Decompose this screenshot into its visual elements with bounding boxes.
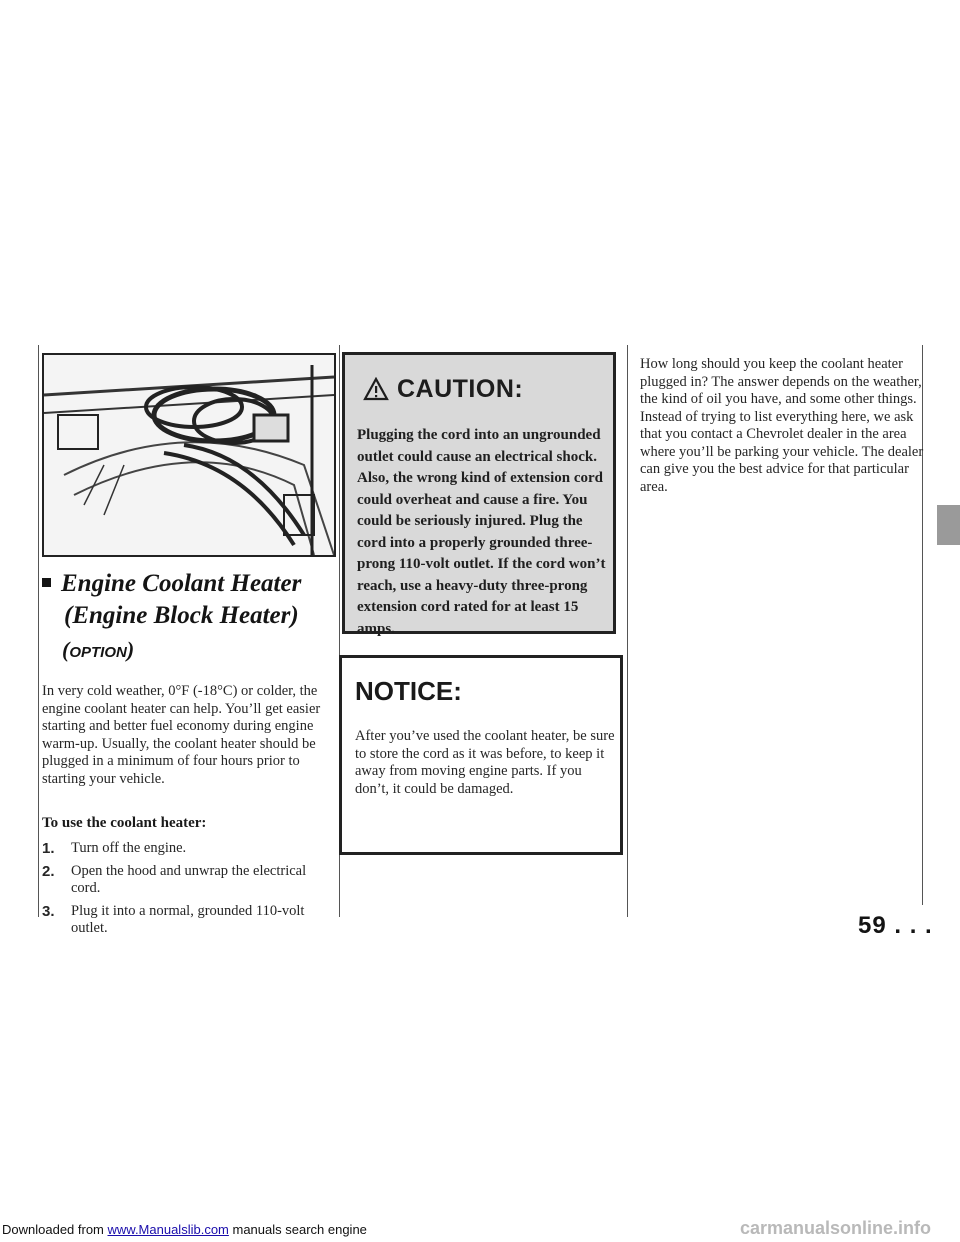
caution-box [342, 352, 616, 637]
section-title [42, 568, 342, 632]
notice-heading: NOTICE: [355, 676, 462, 706]
footer-prefix: Downloaded from [2, 1222, 108, 1237]
warning-triangle-icon [363, 377, 389, 408]
page-number: 59 . . . [858, 912, 933, 939]
step-number: 3. [42, 902, 55, 920]
right-column-paragraph: How long should you keep the coolant heater plugged in? The answer depends on the weather, the kind of oil you have, and some other things. Instead of trying to list everything here, we ask that you contact a Chevrolet dealer in the area where you’ll be parking your vehicle. The dealer can give you the best advice for that particular area. [640, 356, 924, 495]
option-label: (OPTION) [62, 637, 135, 662]
caution-heading-text: CAUTION: [397, 375, 524, 403]
steps-heading: To use the coolant heater: [42, 815, 207, 831]
caution-text: Plugging the cord into an ungrounded outlet could cause an electrical shock. Also, the wrong kind of extension cord could overheat and cause a fire. You could be seriously injured. Plug the cord into a properly grounded three-prong 110-volt outlet. If the cord won’t reach, use a heavy-duty three-prong extension cord rated for at least 15 amps. [357, 427, 606, 637]
steps-list [42, 840, 332, 943]
column-rule-left [38, 345, 39, 917]
manualslib-link[interactable]: www.Manualslib.com [107, 1222, 229, 1237]
step-text: Plug it into a normal, grounded 110-volt outlet. [71, 902, 305, 936]
step-item [42, 863, 332, 898]
step-item [42, 903, 332, 938]
footer-suffix: manuals search engine [228, 1222, 367, 1237]
intro-paragraph: In very cold weather, 0°F (-18°C) or colder, the engine coolant heater can help. You’ll get easier starting and better fuel economy during engine warm-up. Usually, the coolant heater should be plugged in a minimum of four hours prior to starting your vehicle. [42, 683, 321, 787]
notice-box [339, 655, 623, 855]
step-number: 2. [42, 862, 55, 880]
step-item [42, 840, 332, 858]
download-footer [2, 1222, 367, 1237]
column-rule-right-inner [627, 345, 628, 917]
step-text: Open the hood and unwrap the electrical cord. [71, 862, 307, 896]
bullet-icon [42, 578, 51, 587]
title-line-2: (Engine Block Heater) [64, 602, 299, 629]
watermark: carmanualsonline.info [740, 1218, 932, 1238]
section-tab-marker [937, 505, 960, 545]
step-number: 1. [42, 840, 55, 857]
coolant-heater-cord-illustration [42, 353, 336, 557]
option-text: OPTION [69, 644, 127, 661]
caution-heading [363, 375, 523, 408]
step-text: Turn off the engine. [71, 840, 187, 856]
title-line-1: Engine Coolant Heater [61, 570, 302, 597]
notice-text: After you’ve used the coolant heater, be sure to store the cord as it was before, to keep it away from moving engine parts. If you don’t, it could be damaged. [355, 728, 615, 797]
